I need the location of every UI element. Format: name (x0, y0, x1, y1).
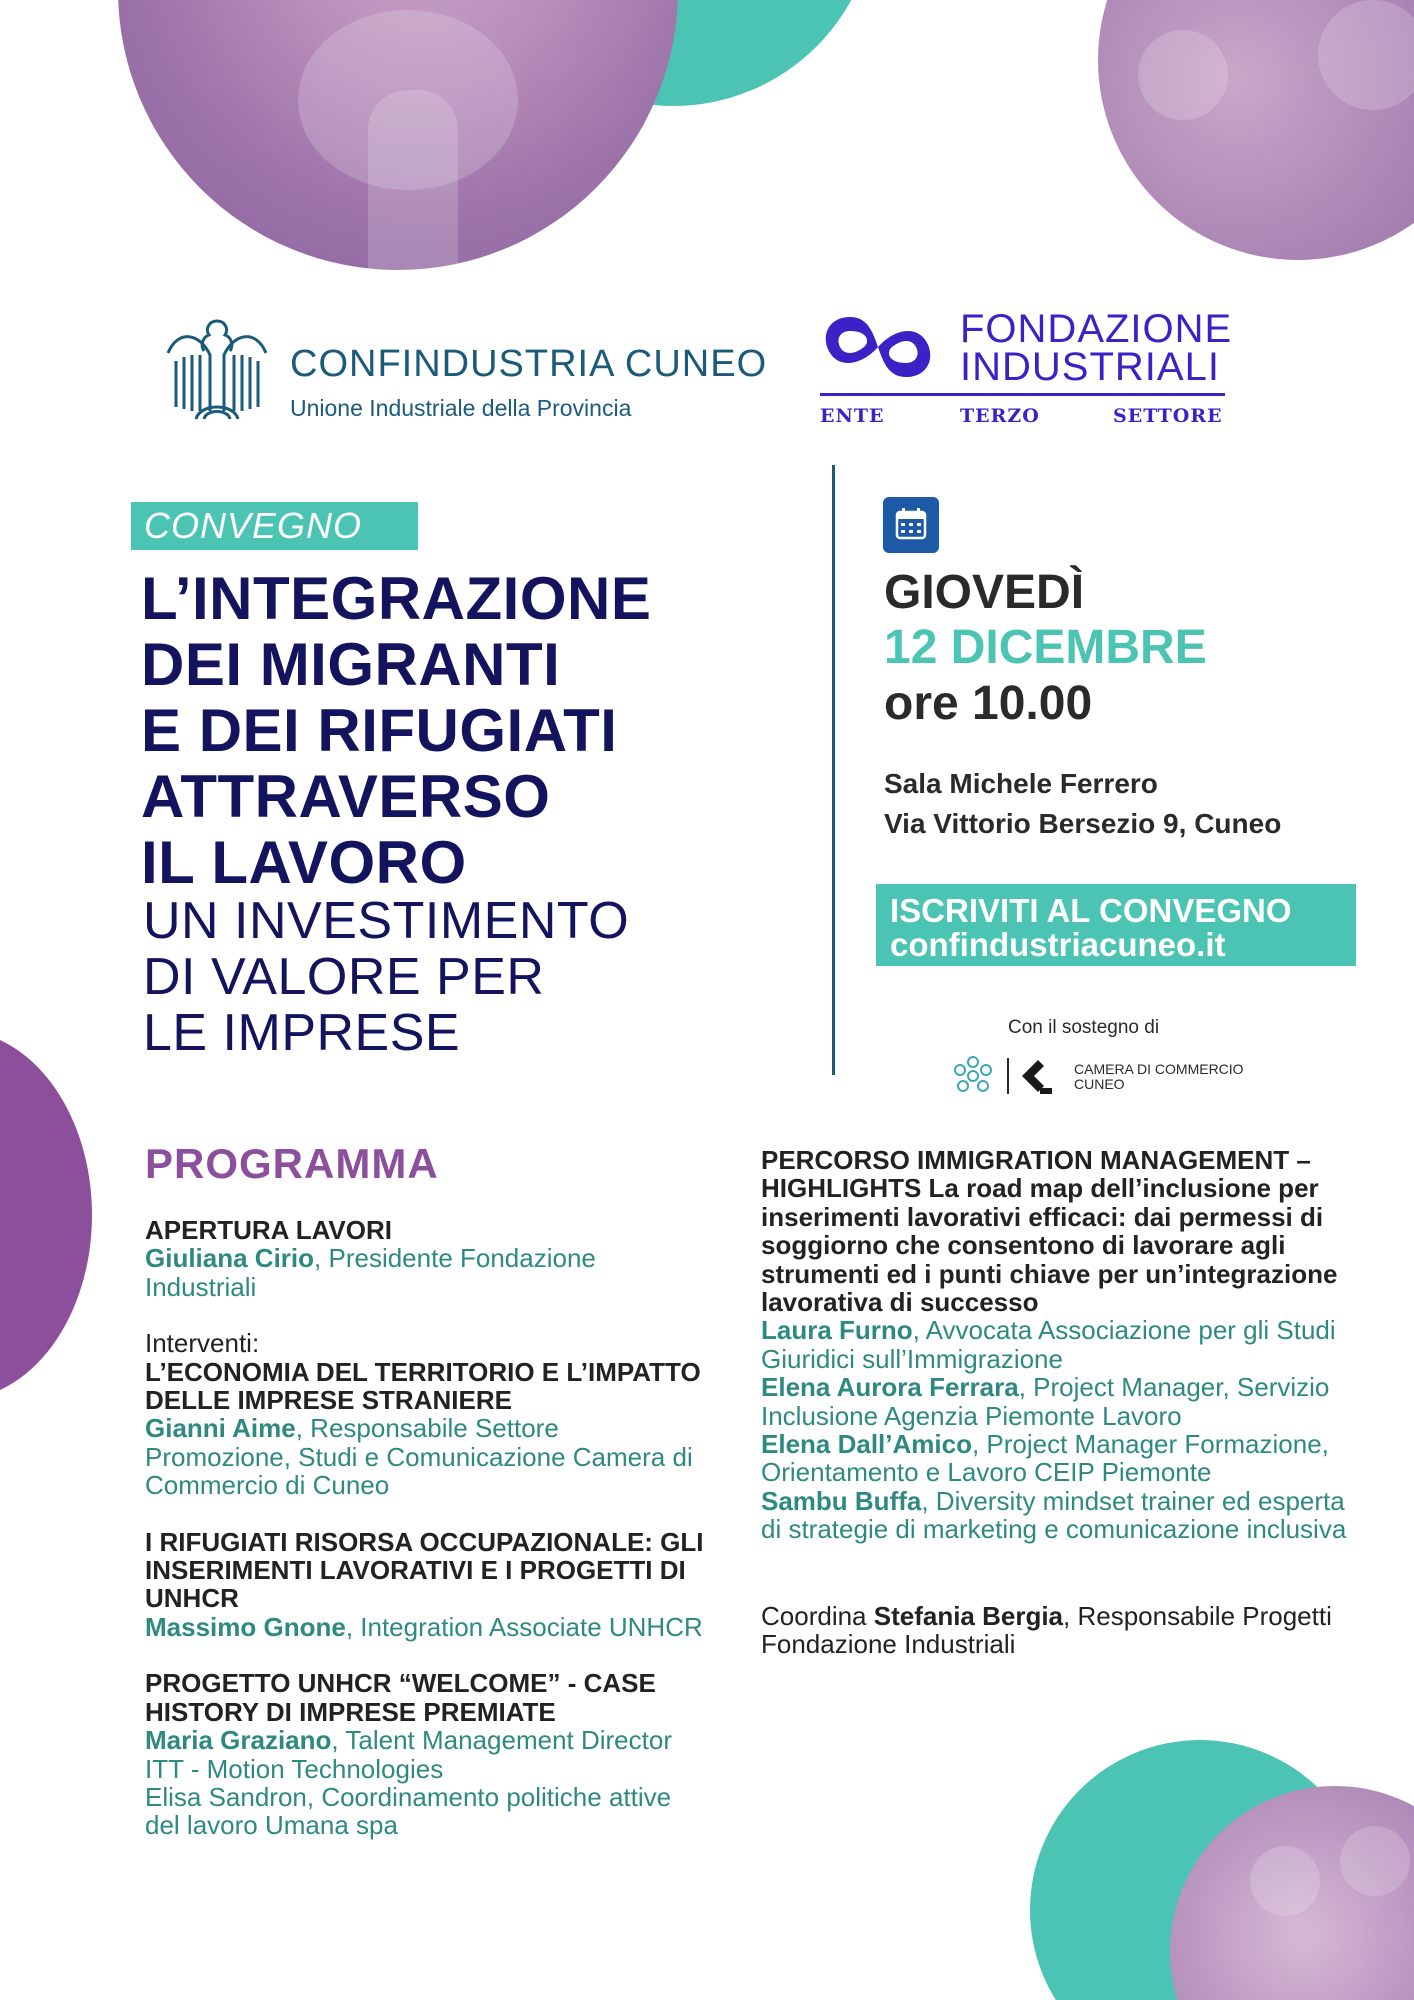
program-item-opening (145, 1216, 705, 1301)
fondazione-divider (820, 393, 1225, 396)
subtitle-line: LE IMPRESE (143, 1004, 461, 1062)
confindustria-subtitle: Unione Industriale della Provincia (290, 395, 632, 421)
camera-commercio-name (1074, 1062, 1244, 1092)
person-figure (1340, 1826, 1410, 1896)
vertical-divider (832, 465, 835, 1075)
subtitle-line: DI VALORE PER (143, 948, 545, 1006)
event-subtitle (143, 893, 629, 1061)
program-item-welcome (145, 1669, 705, 1839)
coordinator-name: Stefania Bergia (873, 1600, 1064, 1631)
person-figure (1138, 30, 1228, 120)
register-url: confindustriacuneo.it (890, 926, 1226, 963)
program-item-refugees (145, 1528, 705, 1642)
program-heading: APERTURA LAVORI (145, 1215, 392, 1245)
fondazione-name-line1: FONDAZIONE (960, 307, 1233, 351)
speaker-name: Elena Dall’Amico (761, 1429, 972, 1460)
speaker-role: , Talent Management Director ITT - Motion Technologies (145, 1725, 672, 1784)
program-title: PROGRAMMA (145, 1140, 439, 1187)
fondazione-tag-settore: SETTORE (1113, 405, 1223, 427)
program-heading: L’ECONOMIA DEL TERRITORIO E L’IMPATTO DELLE IMPRESE STRANIERE (145, 1356, 701, 1416)
support-label: Con il sostegno di (1008, 1017, 1160, 1038)
people-photo-circle (1098, 0, 1414, 260)
coordinator-line (761, 1602, 1361, 1659)
speaker-role: , Project Manager Formazione, Orientamento e Lavoro CEIP Piemonte (761, 1429, 1329, 1488)
speaker-role: , Diversity mindset trainer ed esperta di strategie di marketing e comunicazione inclusiva (761, 1485, 1347, 1545)
speaker-name: Laura Furno (761, 1315, 913, 1346)
speaker-name: Giuliana Cirio (145, 1243, 315, 1274)
title-line: DEI MIGRANTI (141, 631, 561, 698)
speaker-name: Massimo Gnone (145, 1611, 346, 1642)
speaker-line (761, 1316, 1361, 1373)
support-separator (1007, 1058, 1009, 1094)
program-item-territory (145, 1329, 705, 1499)
speaker-line (145, 1726, 705, 1783)
fondazione-logo (820, 305, 1233, 435)
fondazione-tag-terzo: TERZO (960, 405, 1040, 427)
venue-name: Sala Michele Ferrero (884, 768, 1158, 799)
speaker-role: , Presidente Fondazione Industriali (145, 1243, 596, 1302)
calendar-icon (883, 497, 939, 553)
support-org-line2: CUNEO (1074, 1076, 1125, 1092)
purple-circle-decoration (0, 1030, 92, 1400)
interventions-label: Interventi: (145, 1328, 260, 1359)
event-venue (884, 764, 1281, 844)
speaker-name: Elena Aurora Ferrara (761, 1372, 1019, 1403)
register-button[interactable] (876, 884, 1356, 966)
arm-figure (368, 90, 458, 270)
program-heading: PROGETTO UNHCR “WELCOME” - CASE HISTORY DI IMPRESE PREMIATE (145, 1668, 656, 1727)
speaker-line (145, 1244, 705, 1301)
speaker-role: , Project Manager, Servizio Inclusione Agenzia Piemonte Lavoro (761, 1372, 1330, 1431)
program-heading: PERCORSO IMMIGRATION MANAGEMENT – HIGHLIGHTS La road map dell’inclusione per inserimenti lavorativi efficaci: dai permessi di soggiorno che consentono di lavorare agli strumenti ed i punti chiave per un’integrazione lavorativa di successo (761, 1145, 1338, 1318)
speaker-role: , Responsabile Settore Promozione, Studi e Comunicazione Camera di Commercio di Cuneo (145, 1413, 693, 1501)
speaker-role: , Integration Associate UNHCR (345, 1611, 703, 1642)
speaker-line (761, 1373, 1361, 1430)
convegno-badge: CONVEGNO (131, 502, 418, 550)
event-day: GIOVEDÌ (884, 566, 1085, 619)
speaker-line (761, 1430, 1361, 1487)
speaker-name: Maria Graziano (145, 1725, 332, 1756)
speaker-name: Gianni Aime (145, 1413, 296, 1444)
event-title (141, 566, 651, 896)
camera-commercio-mark-icon (1018, 1056, 1054, 1096)
person-figure (1318, 0, 1414, 110)
fondazione-infinity-logo (820, 309, 938, 385)
event-time: ore 10.00 (884, 677, 1093, 730)
speaker-line: Elisa Sandron, Coordinamento politiche attive del lavoro Umana spa (145, 1781, 672, 1841)
subtitle-line: UN INVESTIMENTO (143, 892, 630, 950)
confindustria-name: CONFINDUSTRIA CUNEO (290, 343, 768, 385)
title-line: L’INTEGRAZIONE (141, 565, 652, 632)
fondazione-name-line2: INDUSTRIALI (960, 345, 1220, 389)
title-line: ATTRAVERSO (141, 763, 551, 830)
camera-commercio-logo (950, 1054, 996, 1098)
hands-photo-circle (118, 0, 678, 270)
title-line: E DEI RIFUGIATI (141, 697, 618, 764)
event-date: 12 DICEMBRE (884, 621, 1207, 674)
speaker-role: , Avvocata Associazione per gli Studi Giuridici sull’Immigrazione (761, 1315, 1336, 1374)
speaker-line (761, 1487, 1361, 1544)
confindustria-logo (160, 305, 768, 425)
program-right-column (761, 1146, 1361, 1659)
person-figure (1250, 1846, 1320, 1916)
venue-address: Via Vittorio Bersezio 9, Cuneo (884, 808, 1282, 839)
support-org-line1: CAMERA DI COMMERCIO (1074, 1061, 1244, 1077)
fondazione-tag-ente: ENTE (820, 405, 885, 427)
coordinator-prefix: Coordina (761, 1600, 874, 1631)
speaker-line (145, 1613, 705, 1641)
speaker-name: Sambu Buffa (761, 1485, 922, 1516)
register-label: ISCRIVITI AL CONVEGNO (890, 892, 1292, 929)
confindustria-eagle-logo (160, 307, 274, 421)
speaker-line (145, 1414, 705, 1499)
program-heading: I RIFUGIATI RISORSA OCCUPAZIONALE: GLI INSERIMENTI LAVORATIVI E I PROGETTI DI UNHCR (145, 1526, 704, 1614)
support-logos (950, 1052, 1250, 1100)
program-left-column (145, 1216, 705, 1868)
title-line: IL LAVORO (141, 829, 467, 896)
coordinator-role: , Responsabile Progetti Fondazione Industriali (761, 1600, 1332, 1660)
